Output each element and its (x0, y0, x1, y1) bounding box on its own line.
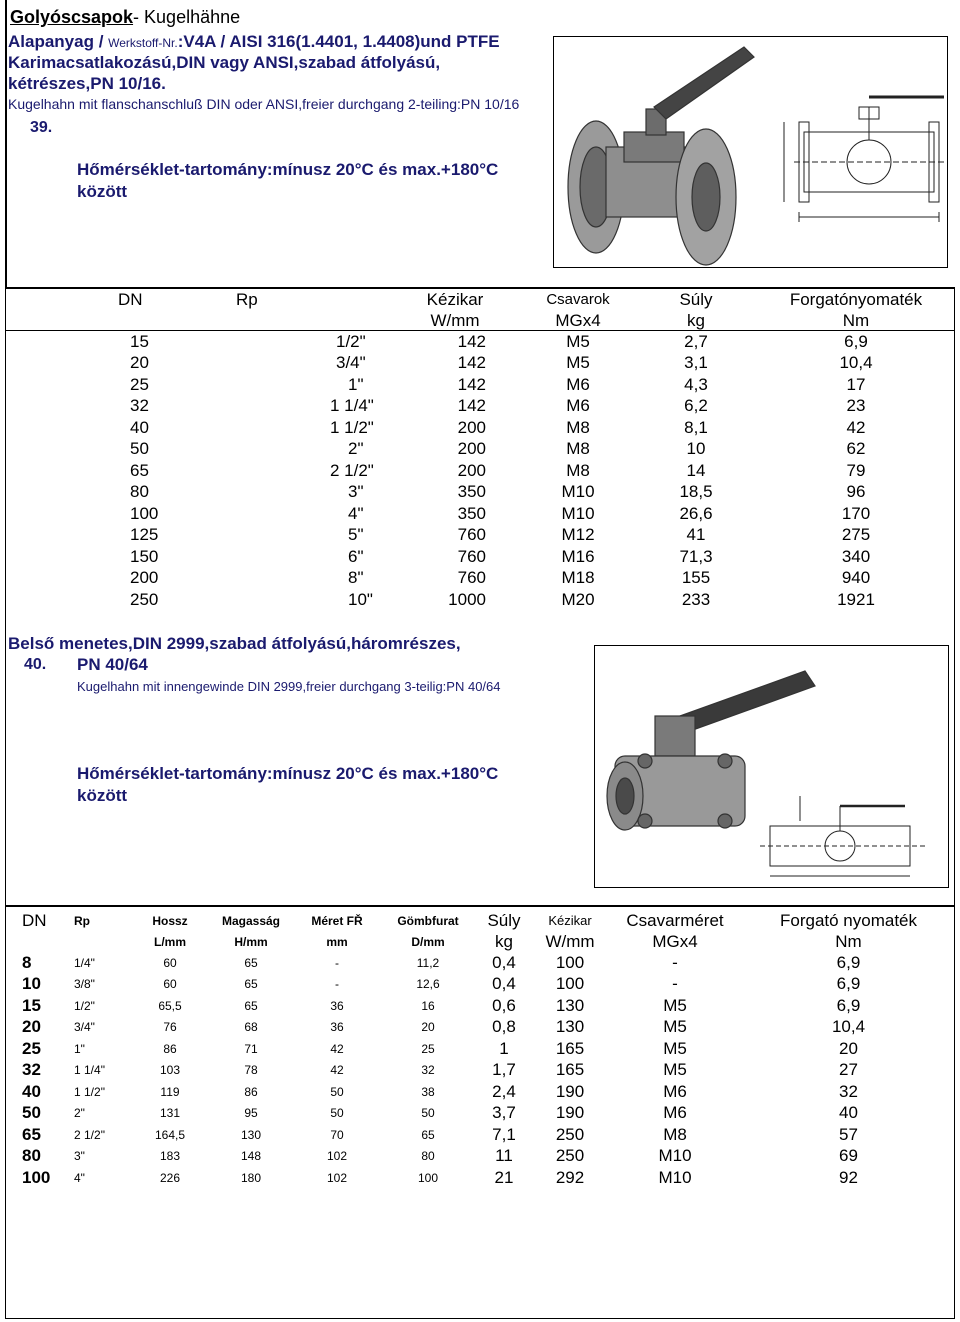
temp-range-40-2: között (77, 786, 128, 805)
table-cell: 16 (421, 998, 435, 1013)
title-underlined: Golyóscsapok (10, 7, 134, 27)
table-row (90, 353, 960, 375)
col-header: Forgató nyomaték (779, 910, 917, 930)
table-cell: 78 (244, 1063, 258, 1078)
table-cell: 155 (681, 568, 711, 588)
section-40-title: Belső menetes,DIN 2999,szabad átfolyású,háromrészes, (8, 634, 461, 653)
table-cell: 250 (555, 1146, 585, 1166)
table-cell: 62 (846, 439, 866, 459)
table-cell: 42 (846, 417, 866, 437)
temp-range-39-2: között (77, 182, 128, 201)
unit-cell: kg (495, 931, 513, 951)
table-cell: 86 (163, 1041, 177, 1056)
table-cell: 26,6 (679, 503, 713, 523)
section-39-title (10, 7, 240, 28)
threaded-ball-valve-image (594, 645, 949, 888)
table-cell: 102 (326, 1149, 348, 1164)
table-cell: 350 (457, 482, 486, 502)
table-cell: 131 (159, 1106, 181, 1121)
table-row (22, 1081, 957, 1103)
table-cell: 3/4" (74, 1020, 95, 1035)
table-cell: M6 (566, 374, 590, 394)
col-header: DN (22, 910, 47, 930)
table-cell: M10 (561, 503, 595, 523)
table-cell: 6" (348, 546, 364, 566)
table-cell: 100 (130, 503, 159, 523)
table-row (90, 439, 960, 461)
table-cell: 2 1/2" (330, 460, 374, 480)
table-cell: 17 (846, 374, 866, 394)
table-cell: 8 (22, 952, 32, 972)
table-cell: 3/4" (336, 353, 366, 373)
table-cell: M6 (566, 396, 590, 416)
material-value: :V4A / AISI 316(1.4401, 1.4408)und PTFE (177, 32, 500, 51)
table-cell: 38 (421, 1084, 435, 1099)
table-cell: - (672, 974, 678, 994)
table-cell: 42 (330, 1063, 344, 1078)
table-cell: 250 (555, 1124, 585, 1144)
table-cell: 1" (348, 374, 364, 394)
table-cell: M10 (658, 1146, 692, 1166)
unit-cell: Nm (842, 310, 870, 330)
table-cell: M8 (663, 1124, 687, 1144)
unit-cell: W/mm (545, 931, 595, 951)
table-cell: 40 (130, 417, 149, 437)
table-cell: 130 (555, 1017, 585, 1037)
table-cell: 10,4 (839, 353, 873, 373)
table-cell: 21 (494, 1167, 514, 1187)
table-cell: 100 (417, 1170, 439, 1185)
unit-cell: D/mm (411, 934, 445, 949)
german-desc-40: Kugelhahn mit innengewinde DIN 2999,freier durchgang 3-teilig:PN 40/64 (77, 679, 501, 694)
table-40 (22, 910, 957, 1189)
table-cell: M20 (561, 589, 595, 609)
table-cell: 65 (244, 977, 258, 992)
table-cell: 1 1/2" (74, 1084, 105, 1099)
table-cell: 3" (74, 1149, 85, 1164)
col-header: Kézikar (426, 289, 484, 309)
table-cell: M5 (663, 1017, 687, 1037)
col-header: Méret FŘ (311, 913, 363, 928)
table-cell: 25 (421, 1041, 435, 1056)
table-40-body (22, 952, 957, 1189)
table-cell: 25 (22, 1038, 41, 1058)
col-header: Súly (679, 289, 713, 309)
section-number-39: 39. (30, 119, 53, 136)
table-cell: 1 (499, 1038, 509, 1058)
table-cell: 6,9 (836, 995, 861, 1015)
table-cell: 36 (330, 998, 344, 1013)
table-cell: 80 (421, 1149, 435, 1164)
table-cell: M5 (663, 1038, 687, 1058)
table-cell: - (335, 977, 339, 992)
table-40-header-row (22, 910, 957, 931)
table-cell: 180 (240, 1170, 262, 1185)
col-header: Csavarméret (626, 910, 724, 930)
table-cell: 27 (839, 1060, 858, 1080)
table-cell: M6 (663, 1103, 687, 1123)
table-row (90, 503, 960, 525)
table-cell: 65 (244, 998, 258, 1013)
table-cell: 23 (846, 396, 866, 416)
desc-line-1: Karimacsatlakozású,DIN vagy ANSI,szabad átfolyású, (8, 53, 441, 72)
table-cell: 226 (159, 1170, 181, 1185)
temp-range-40: Hőmérséklet-tartomány:mínusz 20°C és max.+180°C (77, 764, 499, 783)
table-row (90, 568, 960, 590)
table-cell: 60 (163, 977, 177, 992)
table-cell: M8 (566, 417, 590, 437)
table-row (22, 1103, 957, 1125)
table-cell: 76 (163, 1020, 177, 1035)
table-cell: M10 (561, 482, 595, 502)
table-cell: 142 (457, 396, 486, 416)
section-number-40: 40. (24, 656, 47, 673)
table-cell: 42 (330, 1041, 344, 1056)
table-cell: 96 (846, 482, 866, 502)
table-row (90, 546, 960, 568)
table-cell: M5 (663, 1060, 687, 1080)
col-header: Magasság (221, 913, 281, 928)
table-row (90, 374, 960, 396)
table-cell: 65 (130, 460, 149, 480)
table-cell: 10 (22, 974, 41, 994)
col-header: Rp (236, 289, 258, 309)
table-cell: 142 (457, 331, 486, 351)
table-cell: 11,2 (416, 955, 440, 970)
table-row (22, 1017, 957, 1039)
table-cell: 41 (686, 525, 706, 545)
table-cell: M12 (561, 525, 595, 545)
table-cell: 65 (22, 1124, 41, 1144)
table-cell: 15 (130, 331, 149, 351)
table-cell: 1/2" (74, 998, 95, 1013)
table-row (22, 952, 957, 974)
table-cell: 142 (457, 353, 486, 373)
table-cell: 14 (686, 460, 706, 480)
table-row (90, 331, 960, 353)
table-cell: 340 (841, 546, 871, 566)
table-cell: 1000 (448, 589, 486, 609)
unit-cell: Nm (835, 931, 862, 951)
table-cell: 8" (348, 568, 364, 588)
table-cell: 2,7 (684, 331, 708, 351)
table-cell: 6,2 (684, 396, 708, 416)
temp-range-39: Hőmérséklet-tartomány:mínusz 20°C és max.+180°C (77, 160, 499, 179)
table-cell: 2" (74, 1106, 85, 1121)
table-cell: 1 1/4" (74, 1063, 105, 1078)
table-cell: 1921 (837, 589, 875, 609)
material-label: Alapanyag / (8, 32, 109, 51)
table-cell: 20 (22, 1017, 41, 1037)
table-cell: 71,3 (679, 546, 713, 566)
table-row (22, 1146, 957, 1168)
table-cell: 65 (244, 955, 258, 970)
table-cell: M18 (561, 568, 595, 588)
table-cell: 4" (74, 1170, 85, 1185)
table-39 (90, 289, 960, 611)
table-cell: 0,6 (492, 995, 516, 1015)
table-cell: 92 (839, 1167, 858, 1187)
table-cell: 760 (457, 525, 486, 545)
table-cell: 32 (130, 396, 149, 416)
table-cell: 8,1 (684, 417, 708, 437)
table-cell: 70 (330, 1127, 344, 1142)
table-cell: 65,5 (158, 998, 182, 1013)
table-cell: M5 (663, 995, 687, 1015)
table-cell: 65 (421, 1127, 435, 1142)
title-rest: - Kugelhähne (133, 7, 241, 27)
table-cell: 20 (130, 353, 149, 373)
col-header: Kézikar (548, 913, 592, 928)
table-cell: 3" (348, 482, 364, 502)
table-cell: 940 (841, 568, 871, 588)
table-cell: 12,6 (416, 977, 440, 992)
table-cell: 4,3 (684, 374, 708, 394)
table-cell: 32 (22, 1060, 41, 1080)
table-cell: 3,7 (492, 1103, 516, 1123)
flanged-ball-valve-image (553, 36, 948, 268)
table-cell: 119 (160, 1084, 180, 1099)
table-cell: 190 (555, 1103, 585, 1123)
table-row (22, 1038, 957, 1060)
table-cell: - (672, 952, 678, 972)
table-cell: M10 (658, 1167, 692, 1187)
table-cell: 2,4 (492, 1081, 516, 1101)
unit-cell: kg (687, 310, 705, 330)
table-cell: 1 1/4" (330, 396, 374, 416)
table-row (90, 482, 960, 504)
table-cell: 1" (74, 1041, 85, 1056)
table-cell: 32 (839, 1081, 858, 1101)
table-cell: 20 (421, 1020, 435, 1035)
table-cell: 18,5 (679, 482, 713, 502)
unit-cell (90, 310, 176, 331)
table-cell: 148 (240, 1149, 262, 1164)
table-cell: 40 (839, 1103, 858, 1123)
table-cell: 68 (244, 1020, 258, 1035)
table-cell: 50 (22, 1103, 41, 1123)
unit-cell: MGx4 (555, 310, 601, 330)
table-cell: 760 (457, 546, 486, 566)
table-cell: 100 (555, 974, 585, 994)
table-cell: 2 1/2" (74, 1127, 105, 1142)
table-cell: 165 (555, 1060, 585, 1080)
table-cell: 5" (348, 525, 364, 545)
table-cell: 79 (846, 460, 866, 480)
table-cell: 1/4" (74, 955, 95, 970)
col-header: Gömbfurat (397, 913, 459, 928)
table-cell: 130 (555, 995, 585, 1015)
table-cell: 60 (163, 955, 177, 970)
table-cell: 6,9 (836, 952, 861, 972)
unit-cell (22, 931, 74, 952)
table-cell: M8 (566, 439, 590, 459)
unit-cell: W/mm (430, 310, 480, 330)
table-cell: 1/2" (336, 331, 366, 351)
table-cell: - (335, 955, 339, 970)
table-cell: 7,1 (492, 1124, 516, 1144)
table-cell: 40 (22, 1081, 41, 1101)
table-row (22, 1167, 957, 1189)
material-small: Werkstoff-Nr. (108, 36, 178, 50)
pn-rating-40: PN 40/64 (77, 655, 148, 674)
table-cell: M5 (566, 353, 590, 373)
table-cell: M6 (663, 1081, 687, 1101)
table-row (22, 995, 957, 1017)
table-cell: 15 (22, 995, 41, 1015)
table-cell: 0,4 (492, 952, 516, 972)
unit-cell (176, 310, 394, 331)
table-cell: 6,9 (844, 331, 868, 351)
material-line (8, 32, 500, 52)
table-cell: 4" (348, 503, 364, 523)
table-cell: 183 (159, 1149, 181, 1164)
unit-cell: mm (326, 934, 348, 949)
table-cell: 125 (130, 525, 159, 545)
table-cell: 25 (130, 374, 149, 394)
desc-line-2: kétrészes,PN 10/16. (8, 74, 166, 93)
unit-cell: MGx4 (652, 931, 698, 951)
table-cell: 36 (330, 1020, 344, 1035)
table-cell: 190 (555, 1081, 585, 1101)
table-cell: 86 (244, 1084, 258, 1099)
table-cell: 760 (457, 568, 486, 588)
table-cell: 6,9 (836, 974, 861, 994)
table-row (90, 525, 960, 547)
table-cell: 164,5 (154, 1127, 186, 1142)
table-cell: 50 (330, 1106, 344, 1121)
table-cell: 0,4 (492, 974, 516, 994)
table-40-unit-row (22, 931, 957, 952)
table-cell: 10,4 (831, 1017, 866, 1037)
table-cell: 200 (457, 439, 486, 459)
table-cell: 1 1/2" (330, 417, 374, 437)
table-cell: 130 (240, 1127, 262, 1142)
col-header: Súly (487, 910, 521, 930)
table-cell: 1,7 (492, 1060, 516, 1080)
table-cell: 3/8" (74, 977, 95, 992)
table-cell: 200 (457, 417, 486, 437)
col-header: Csavarok (546, 291, 610, 308)
table-cell: 0,8 (492, 1017, 516, 1037)
table-cell: 2" (348, 439, 364, 459)
table-cell: 10" (348, 589, 373, 609)
table-cell: M5 (566, 331, 590, 351)
table-cell: 292 (555, 1167, 585, 1187)
table-cell: 50 (421, 1106, 435, 1121)
col-header: Rp (74, 913, 90, 928)
table-cell: 233 (681, 589, 711, 609)
table-cell: 10 (686, 439, 706, 459)
table-cell: 11 (495, 1146, 513, 1166)
table-39-unit-row (90, 310, 960, 331)
table-cell: 350 (457, 503, 486, 523)
table-row (90, 396, 960, 418)
table-cell: 165 (555, 1038, 585, 1058)
col-header: Hossz (152, 913, 188, 928)
table-cell: 69 (839, 1146, 858, 1166)
table-row (90, 460, 960, 482)
table-cell: 100 (22, 1167, 51, 1187)
table-cell: 80 (22, 1146, 41, 1166)
table-cell: 200 (457, 460, 486, 480)
table-cell: M16 (561, 546, 595, 566)
unit-cell (74, 931, 134, 952)
col-header: DN (118, 289, 143, 309)
table-cell: 50 (330, 1084, 344, 1099)
table-cell: 3,1 (684, 353, 708, 373)
table-row (90, 417, 960, 439)
table-cell: 57 (839, 1124, 858, 1144)
table-cell: 170 (841, 503, 871, 523)
table-row (22, 974, 957, 996)
table-row (22, 1124, 957, 1146)
table-row (90, 589, 960, 611)
unit-cell: L/mm (153, 934, 186, 949)
table-39-header-row (90, 289, 960, 310)
table-cell: 95 (244, 1106, 258, 1121)
unit-cell: H/mm (234, 934, 268, 949)
table2-top-rule (5, 905, 955, 907)
table-cell: 50 (130, 439, 149, 459)
table-cell: 200 (130, 568, 159, 588)
table-cell: 103 (159, 1063, 181, 1078)
table-cell: 20 (839, 1038, 858, 1058)
table-cell: 142 (457, 374, 486, 394)
table-39-body (90, 331, 960, 611)
table-cell: 150 (130, 546, 159, 566)
col-header: Forgatónyomaték (789, 289, 923, 309)
table-cell: 80 (130, 482, 149, 502)
table-row (22, 1060, 957, 1082)
table-cell: 100 (555, 952, 585, 972)
table-cell: 102 (326, 1170, 348, 1185)
table-cell: 250 (130, 589, 159, 609)
german-desc-39: Kugelhahn mit flanschanschluß DIN oder ANSI,freier durchgang 2-teiling:PN 10/16 (8, 96, 520, 112)
table-cell: 275 (841, 525, 871, 545)
table-cell: M8 (566, 460, 590, 480)
frame-left-top (5, 0, 7, 287)
table-cell: 71 (244, 1041, 258, 1056)
table-cell: 32 (421, 1063, 435, 1078)
